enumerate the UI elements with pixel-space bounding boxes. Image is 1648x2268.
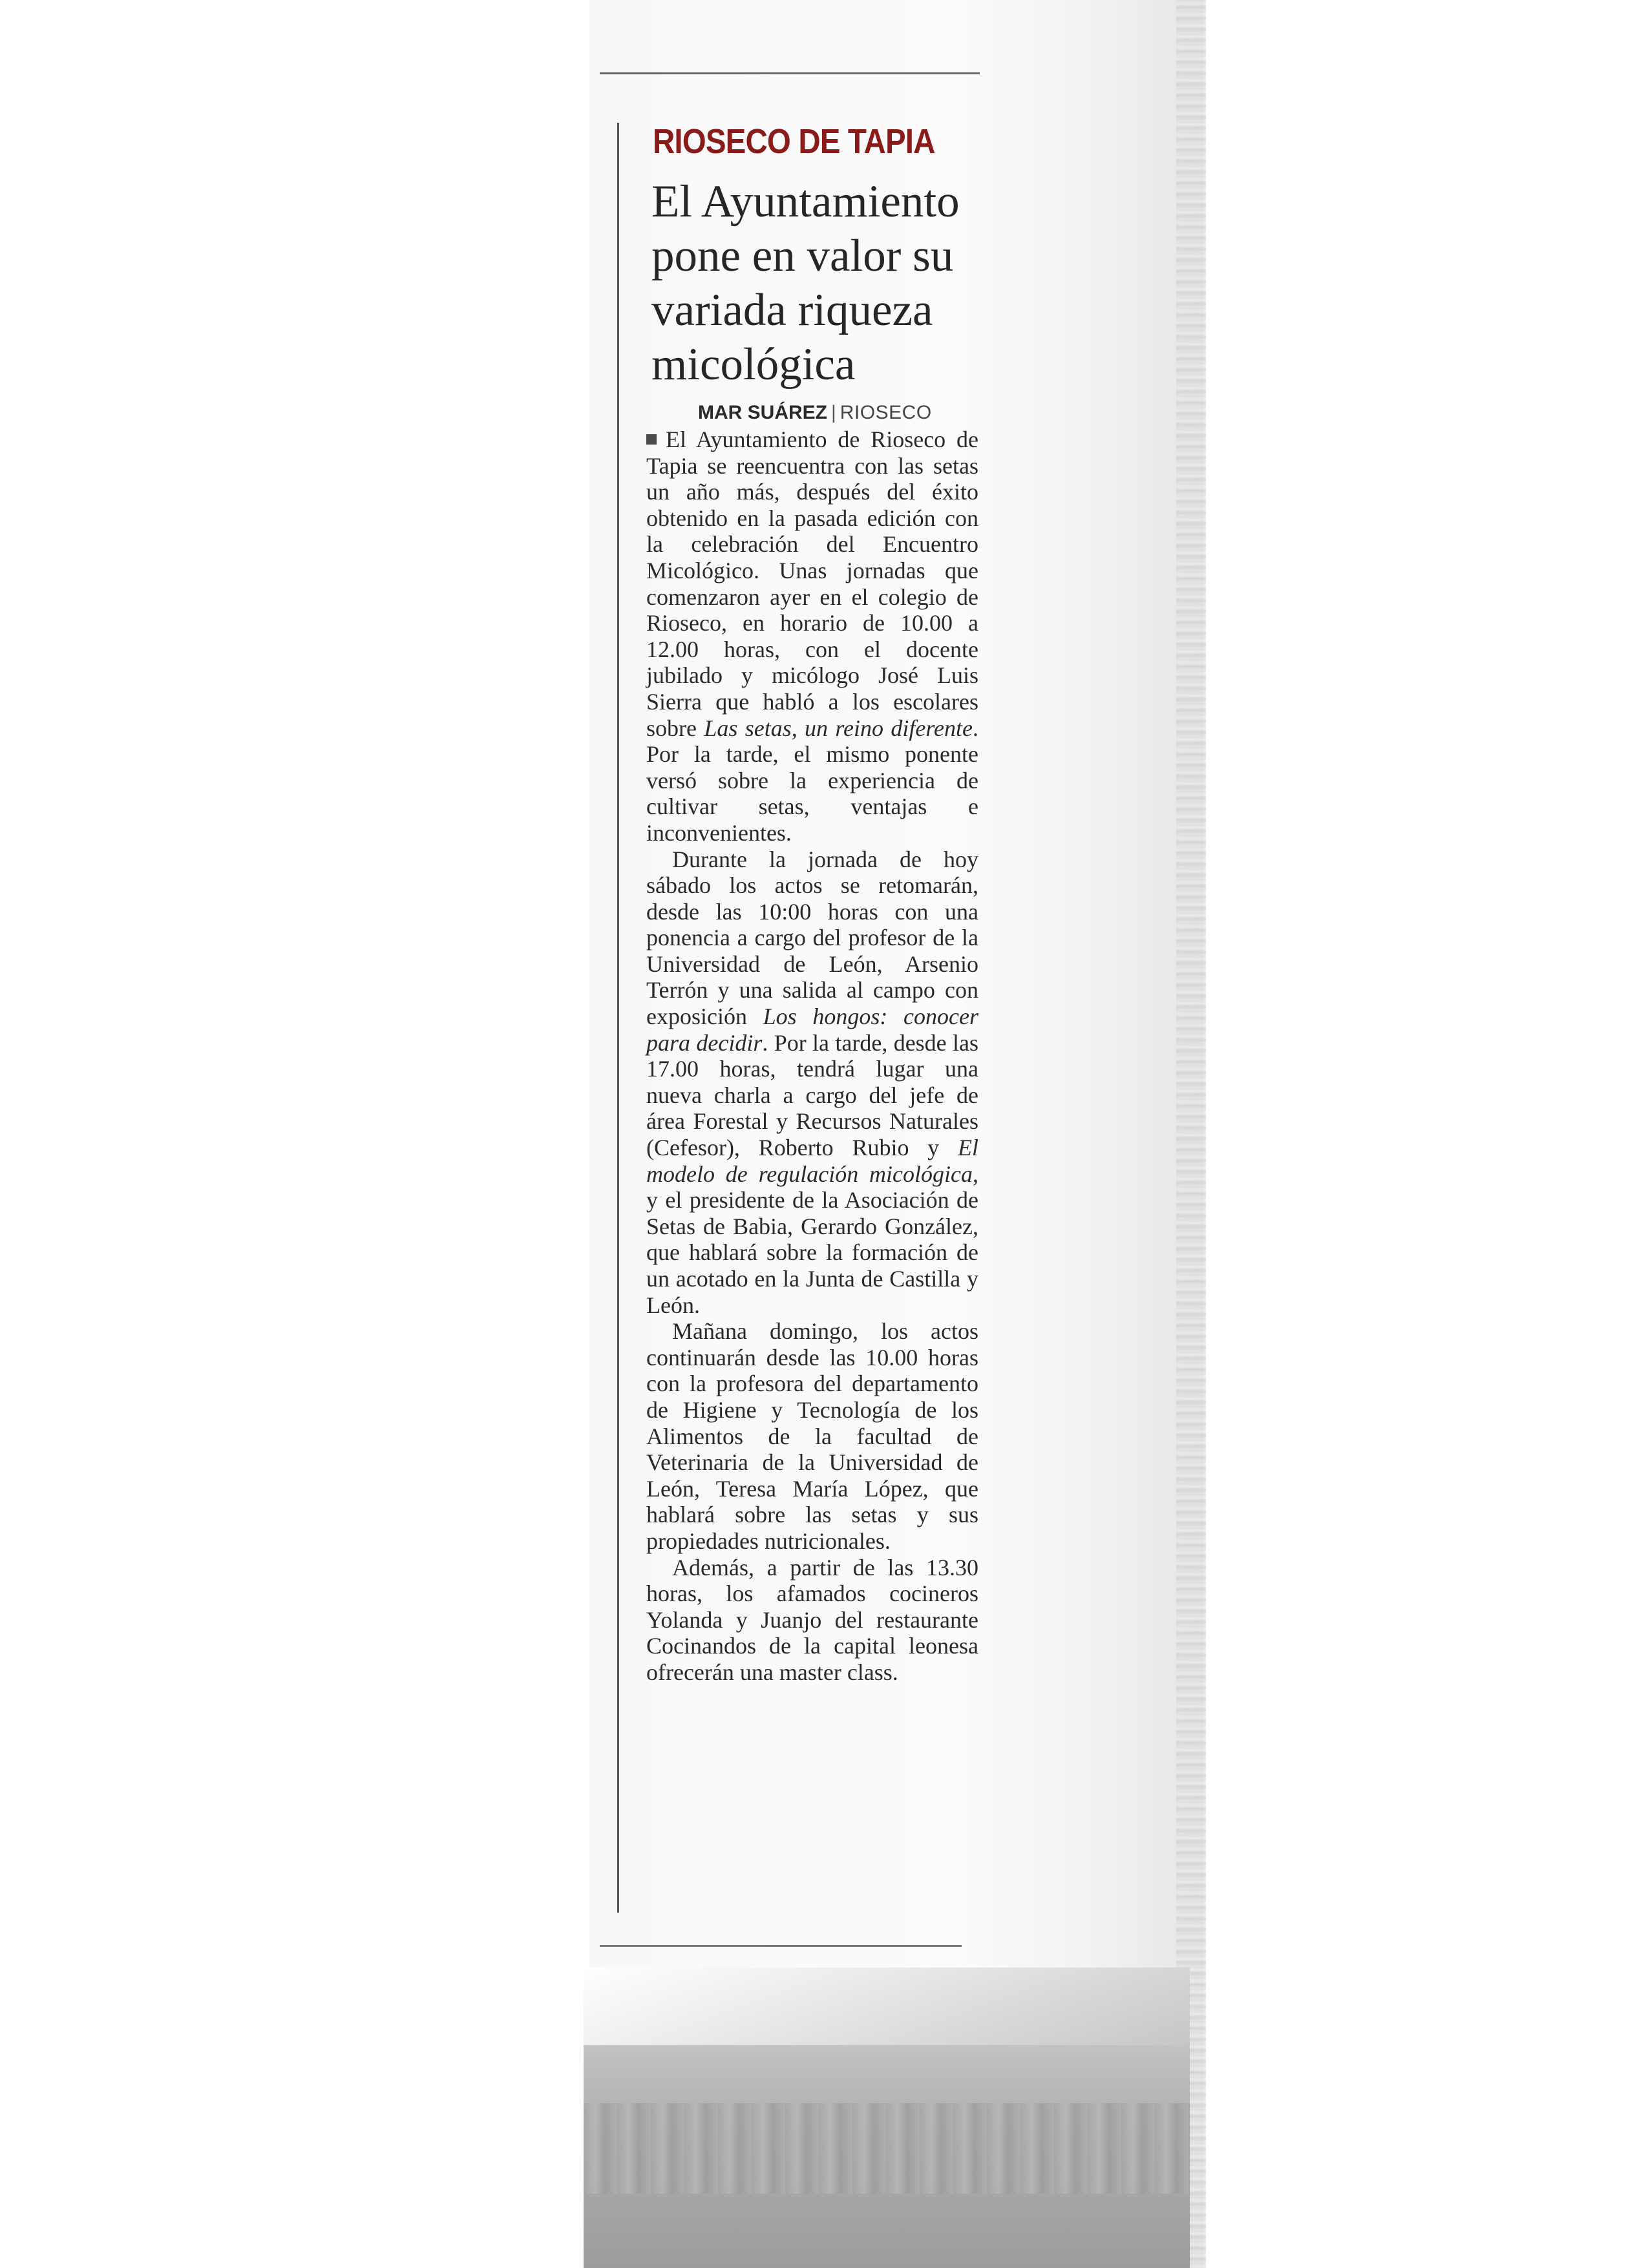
scan-fold-shadow xyxy=(1176,0,1206,2268)
text-run: . Por la tarde, desde las 17.00 horas, tendrá lugar una nueva charla a cargo del jefe de área Forestal y Recursos Naturales (Cefesor), Roberto Rubio y xyxy=(646,1029,978,1161)
photo-texture xyxy=(584,2103,1190,2194)
italic-title-run: Los hongos: conocer para decidir xyxy=(646,1003,978,1056)
byline-location: RIOSECO xyxy=(840,402,932,423)
article-paragraph xyxy=(646,1318,978,1554)
byline-separator: | xyxy=(831,402,836,423)
text-run: , y el presidente de la Asociación de Setas de Babia, Gerardo González, que hablará sobre la formación de un acotado en la Junta de Castilla y León. xyxy=(646,1160,978,1318)
byline-author: MAR SUÁREZ xyxy=(698,402,827,423)
text-run: Durante la jornada de hoy sábado los actos se retomarán, desde las 10:00 horas con una ponencia a cargo del profesor de la Universidad de León, Arsenio Terrón y una salida al campo con exposición xyxy=(646,846,978,1030)
cropped-photo-fragment xyxy=(584,1968,1190,2268)
text-run: . Por la tarde, el mismo ponente versó sobre la experiencia de cultivar setas, ventajas e inconvenientes. xyxy=(646,715,978,846)
article-body xyxy=(646,426,978,1686)
article-paragraph xyxy=(646,426,978,846)
top-rule xyxy=(600,72,980,74)
photo-highlight xyxy=(584,1968,1190,2045)
text-run: Mañana domingo, los actos continuarán desde las 10.00 horas con la profesora del departamento de Higiene y Tecnología de los Alimentos de la facultad de Veterinaria de la Universidad de León, Teresa María López, que hablará sobre las setas y sus propiedades nutricionales. xyxy=(646,1318,978,1554)
section-label: RIOSECO DE TAPIA xyxy=(653,122,935,161)
text-run: El Ayuntamiento de Rioseco de Tapia se reencuentra con las setas un año más, después del éxito obtenido en la pasada edición con la celebración del Encuentro Micológico. Unas jornadas que comenzaron ayer en el colegio de Rioseco, en horario de 10.00 a 12.00 horas, con el docente jubilado y micólogo José Luis Sierra que habló a los escolares sobre xyxy=(646,426,978,741)
italic-title-run: El modelo de regulación micológica xyxy=(646,1135,978,1187)
byline xyxy=(698,402,932,424)
article-paragraph xyxy=(646,1555,978,1686)
bottom-rule xyxy=(600,1945,962,1947)
article-paragraph xyxy=(646,846,978,1319)
column-left-rule xyxy=(617,123,619,1913)
lead-square-icon xyxy=(646,434,657,445)
article-headline: El Ayuntamiento pone en valor su variada riqueza micológica xyxy=(651,176,960,390)
italic-title-run: Las setas, un reino diferente xyxy=(704,715,973,741)
text-run: Además, a partir de las 13.30 horas, los afamados cocineros Yolanda y Juanjo del restaurante Cocinandos de la capital leonesa ofrecerán una master class. xyxy=(646,1554,978,1685)
